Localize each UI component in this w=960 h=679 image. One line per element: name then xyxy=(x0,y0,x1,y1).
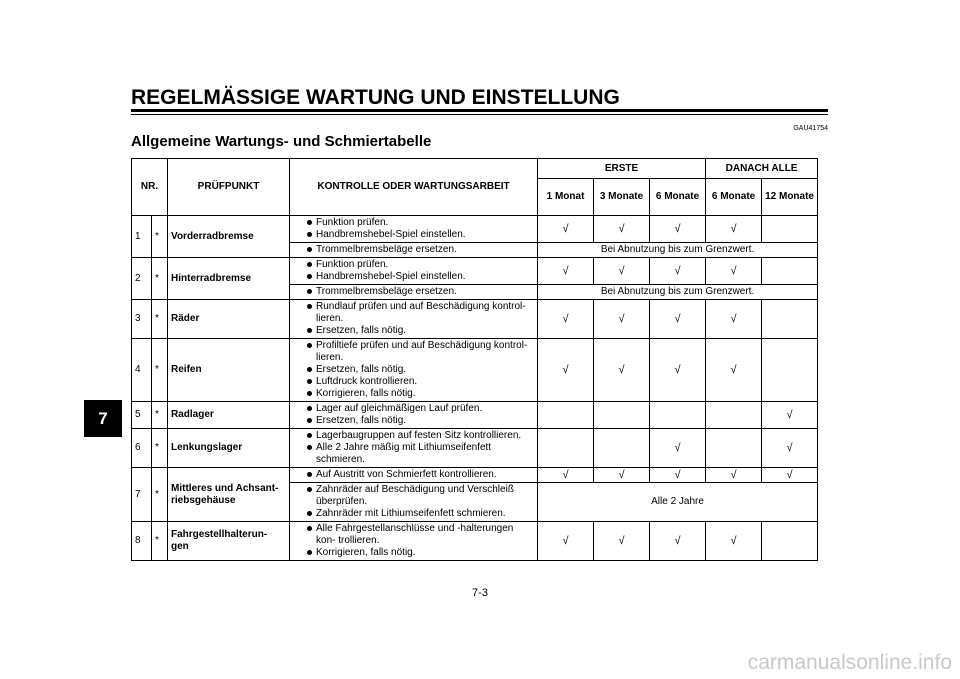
check-mark: √ xyxy=(594,468,650,483)
check-point: Hinterradbremse xyxy=(168,258,290,300)
table-row xyxy=(132,216,818,243)
row-star: * xyxy=(152,429,168,468)
check-mark: √ xyxy=(594,300,650,339)
work-list xyxy=(293,430,534,466)
check-mark: √ xyxy=(706,258,762,285)
page-number: 7-3 xyxy=(472,587,488,599)
check-point: Fahrgestellhalterun- gen xyxy=(168,522,290,561)
row-star: * xyxy=(152,258,168,300)
work-item: Handbremshebel-Spiel einstellen. xyxy=(307,229,534,241)
work-list xyxy=(293,286,534,298)
check-mark: √ xyxy=(762,402,818,429)
title-rule-thick xyxy=(131,109,828,112)
work-cell xyxy=(290,468,538,483)
header-interval: 1 Monat xyxy=(538,179,594,216)
check-mark: √ xyxy=(706,300,762,339)
row-number: 8 xyxy=(132,522,152,561)
work-item: Profiltiefe prüfen und auf Beschädigung kontrol- lieren. xyxy=(307,340,534,364)
work-item: Lagerbaugruppen auf festen Sitz kontrollieren. xyxy=(307,430,534,442)
section-title: Allgemeine Wartungs- und Schmiertabelle xyxy=(131,133,432,150)
header-interval: 12 Monate xyxy=(762,179,818,216)
header-first: ERSTE xyxy=(538,159,706,179)
reference-code: GAU41754 xyxy=(793,125,828,132)
work-item: Zahnräder auf Beschädigung und Verschleiß überprüfen. xyxy=(307,484,534,508)
check-mark: √ xyxy=(650,522,706,561)
row-star: * xyxy=(152,216,168,258)
work-item: Funktion prüfen. xyxy=(307,259,534,271)
check-mark: √ xyxy=(706,468,762,483)
work-list xyxy=(293,403,534,427)
table-row xyxy=(132,300,818,339)
check-mark xyxy=(762,339,818,402)
table-row xyxy=(132,339,818,402)
check-mark xyxy=(706,402,762,429)
header-point: PRÜFPUNKT xyxy=(168,159,290,216)
work-cell xyxy=(290,300,538,339)
check-mark: √ xyxy=(594,258,650,285)
check-mark: √ xyxy=(650,429,706,468)
row-number: 1 xyxy=(132,216,152,258)
row-star: * xyxy=(152,339,168,402)
header-nr: NR. xyxy=(132,159,168,216)
work-list xyxy=(293,244,534,256)
maintenance-table xyxy=(131,158,818,561)
check-mark: √ xyxy=(538,339,594,402)
check-mark xyxy=(762,258,818,285)
work-list xyxy=(293,469,534,481)
check-mark: √ xyxy=(538,300,594,339)
check-mark: √ xyxy=(538,522,594,561)
work-cell xyxy=(290,243,538,258)
check-mark xyxy=(538,402,594,429)
interval-note: Bei Abnutzung bis zum Grenzwert. xyxy=(538,243,818,258)
row-number: 6 xyxy=(132,429,152,468)
check-mark xyxy=(594,402,650,429)
work-cell xyxy=(290,402,538,429)
check-mark: √ xyxy=(538,216,594,243)
table-row xyxy=(132,468,818,483)
work-cell xyxy=(290,429,538,468)
check-mark: √ xyxy=(706,522,762,561)
row-star: * xyxy=(152,300,168,339)
work-item: Alle Fahrgestellanschlüsse und -halterungen kon- trollieren. xyxy=(307,523,534,547)
interval-note: Alle 2 Jahre xyxy=(538,483,818,522)
table-body xyxy=(132,216,818,561)
work-item: Ersetzen, falls nötig. xyxy=(307,364,534,376)
page-title: REGELMÄSSIGE WARTUNG UND EINSTELLUNG xyxy=(131,86,620,109)
work-cell xyxy=(290,258,538,285)
work-item: Luftdruck kontrollieren. xyxy=(307,376,534,388)
check-point: Radlager xyxy=(168,402,290,429)
check-mark: √ xyxy=(650,300,706,339)
check-mark xyxy=(762,522,818,561)
check-mark xyxy=(650,402,706,429)
check-mark: √ xyxy=(650,468,706,483)
check-mark: √ xyxy=(762,468,818,483)
work-item: Auf Austritt von Schmierfett kontrollieren. xyxy=(307,469,534,481)
table-row xyxy=(132,402,818,429)
check-point: Mittleres und Achsant- riebsgehäuse xyxy=(168,468,290,522)
work-list xyxy=(293,484,534,520)
check-mark: √ xyxy=(706,216,762,243)
check-point: Vorderradbremse xyxy=(168,216,290,258)
work-list xyxy=(293,301,534,337)
work-cell xyxy=(290,339,538,402)
work-item: Korrigieren, falls nötig. xyxy=(307,547,534,559)
row-number: 5 xyxy=(132,402,152,429)
table-row xyxy=(132,522,818,561)
work-item: Zahnräder mit Lithiumseifenfett schmieren. xyxy=(307,508,534,520)
check-point: Räder xyxy=(168,300,290,339)
work-item: Trommelbremsbeläge ersetzen. xyxy=(307,244,534,256)
header-then: DANACH ALLE xyxy=(706,159,818,179)
title-rule-thin xyxy=(131,114,828,115)
work-list xyxy=(293,259,534,283)
work-list xyxy=(293,340,534,400)
work-item: Ersetzen, falls nötig. xyxy=(307,415,534,427)
work-item: Trommelbremsbeläge ersetzen. xyxy=(307,286,534,298)
header-work: KONTROLLE ODER WARTUNGSARBEIT xyxy=(290,159,538,216)
check-mark: √ xyxy=(538,468,594,483)
work-cell xyxy=(290,216,538,243)
header-interval: 6 Monate xyxy=(706,179,762,216)
check-point: Reifen xyxy=(168,339,290,402)
table-row xyxy=(132,429,818,468)
work-item: Rundlauf prüfen und auf Beschädigung kontrol- lieren. xyxy=(307,301,534,325)
work-item: Funktion prüfen. xyxy=(307,217,534,229)
check-mark xyxy=(762,216,818,243)
work-item: Alle 2 Jahre mäßig mit Lithiumseifenfett schmieren. xyxy=(307,442,534,466)
header-interval: 6 Monate xyxy=(650,179,706,216)
check-mark: √ xyxy=(538,258,594,285)
interval-note: Bei Abnutzung bis zum Grenzwert. xyxy=(538,285,818,300)
chapter-tab: 7 xyxy=(84,400,122,437)
check-mark: √ xyxy=(594,522,650,561)
row-number: 4 xyxy=(132,339,152,402)
check-mark: √ xyxy=(650,216,706,243)
row-number: 3 xyxy=(132,300,152,339)
work-cell xyxy=(290,483,538,522)
row-star: * xyxy=(152,522,168,561)
row-star: * xyxy=(152,468,168,522)
header-interval: 3 Monate xyxy=(594,179,650,216)
check-mark: √ xyxy=(594,216,650,243)
check-mark: √ xyxy=(650,258,706,285)
row-star: * xyxy=(152,402,168,429)
work-item: Korrigieren, falls nötig. xyxy=(307,388,534,400)
row-number: 2 xyxy=(132,258,152,300)
check-point: Lenkungslager xyxy=(168,429,290,468)
work-list xyxy=(293,523,534,559)
check-mark: √ xyxy=(594,339,650,402)
work-item: Ersetzen, falls nötig. xyxy=(307,325,534,337)
work-cell xyxy=(290,285,538,300)
check-mark xyxy=(706,429,762,468)
check-mark: √ xyxy=(762,429,818,468)
work-cell xyxy=(290,522,538,561)
check-mark xyxy=(594,429,650,468)
check-mark xyxy=(762,300,818,339)
check-mark: √ xyxy=(650,339,706,402)
work-list xyxy=(293,217,534,241)
check-mark: √ xyxy=(706,339,762,402)
check-mark xyxy=(538,429,594,468)
work-item: Lager auf gleichmäßigen Lauf prüfen. xyxy=(307,403,534,415)
watermark: carmanualsonline.info xyxy=(747,651,952,674)
row-number: 7 xyxy=(132,468,152,522)
work-item: Handbremshebel-Spiel einstellen. xyxy=(307,271,534,283)
table-row xyxy=(132,258,818,285)
